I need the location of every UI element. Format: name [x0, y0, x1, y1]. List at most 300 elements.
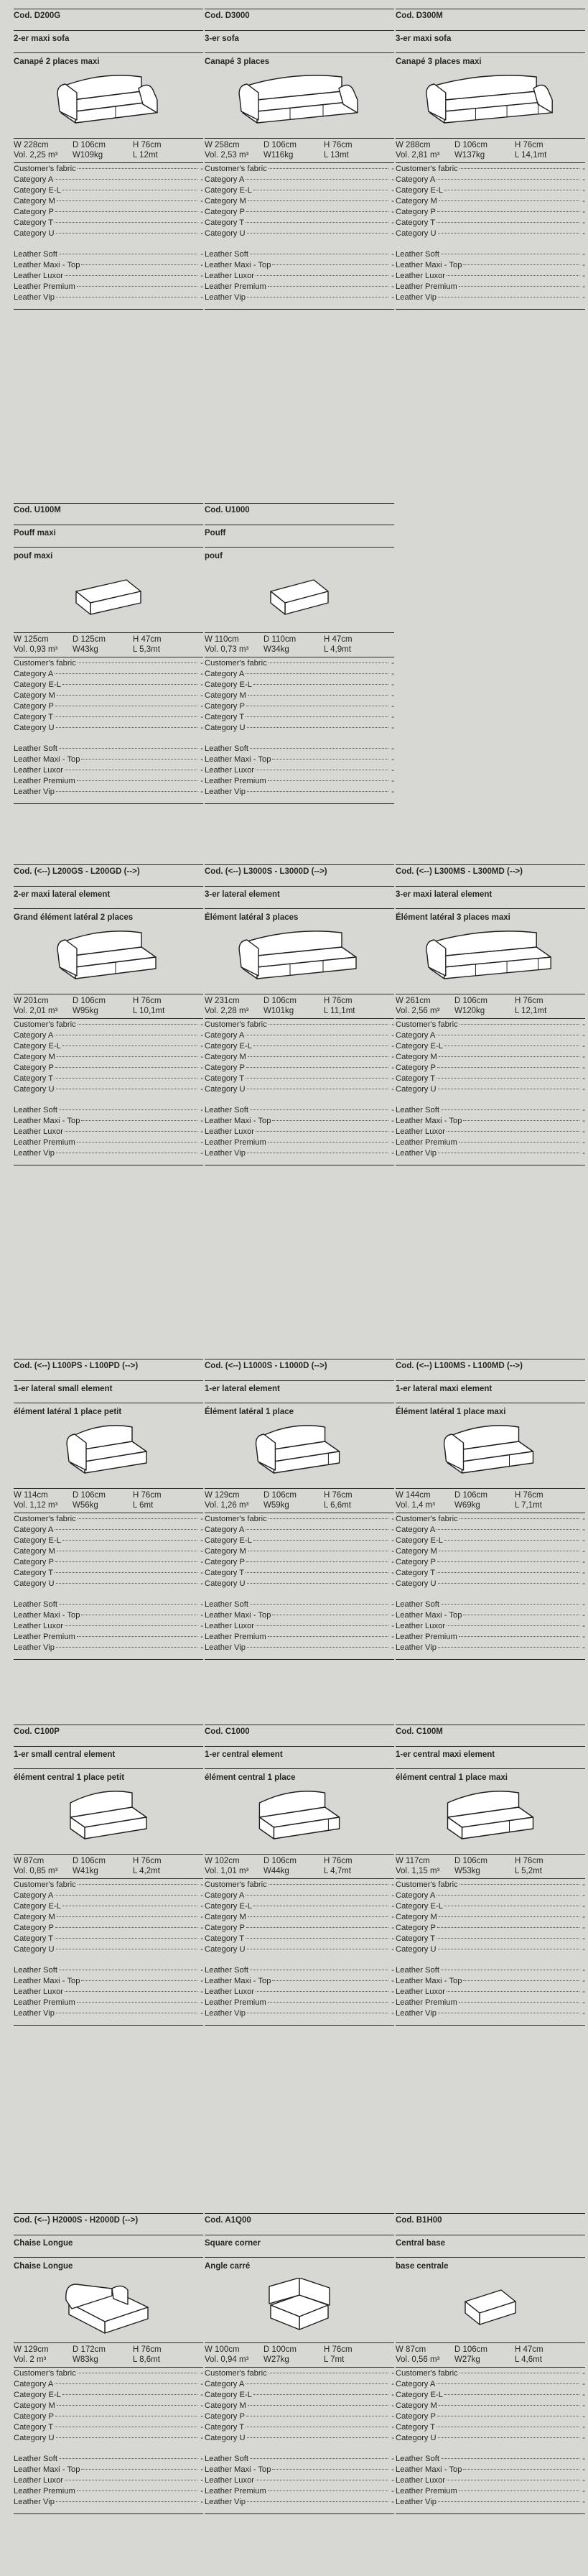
weight-value: W95kg — [73, 1007, 98, 1015]
fabric-label: Category E-L — [205, 680, 252, 689]
leather-row — [205, 1610, 394, 1621]
dimensions — [14, 632, 203, 655]
price-value: - — [391, 1138, 394, 1147]
product-code: Cod. B1H00 — [396, 2214, 585, 2235]
fabric-label: Category U — [396, 229, 437, 238]
product-code: Cod. (<--) H2000S - H2000D (-->) — [14, 2214, 203, 2235]
leather-label: Leather Soft — [205, 744, 248, 753]
product-card — [14, 2213, 203, 2514]
leather-row — [396, 1599, 585, 1610]
product-code: Cod. C1000 — [205, 1725, 394, 1747]
fabric-label: Category E-L — [205, 2391, 252, 2399]
leather-row — [205, 282, 394, 292]
price-value: - — [391, 1880, 394, 1889]
dot-leader — [441, 1109, 579, 1110]
depth-value: D 106cm — [454, 2345, 488, 2354]
weight-value: W41kg — [73, 1867, 98, 1875]
price-value: - — [200, 1891, 203, 1900]
dot-leader — [59, 748, 197, 749]
price-value: - — [582, 1106, 585, 1114]
price-value: - — [391, 2391, 394, 2399]
fabric-label: Category M — [396, 197, 437, 206]
leather-row — [14, 1643, 203, 1653]
leather-row — [205, 2465, 394, 2475]
fabric-row — [396, 196, 585, 207]
fabric-row — [14, 207, 203, 218]
fabric-label: Category A — [396, 1525, 436, 1534]
dot-leader — [246, 2383, 388, 2384]
product-name-fr: Angle carré — [205, 2262, 251, 2271]
bottom-rule — [14, 2513, 203, 2514]
leather-label: Leather Vip — [396, 2498, 437, 2506]
leather-row — [205, 1998, 394, 2008]
fabric-row — [14, 1880, 203, 1891]
price-value: - — [200, 1053, 203, 1061]
leather-row — [14, 2475, 203, 2486]
fabric-price-list — [205, 1018, 394, 1095]
fabric-label: Customer's fabric — [205, 1020, 267, 1029]
leather-price-list — [396, 249, 585, 303]
leather-label: Leather Soft — [396, 1966, 439, 1975]
fabric-row — [14, 2433, 203, 2444]
dot-leader — [65, 1625, 197, 1626]
fabric-label: Category A — [205, 2380, 245, 2388]
price-value: - — [582, 1633, 585, 1641]
leather-label: Leather Maxi - Top — [14, 261, 80, 269]
leather-row — [205, 1137, 394, 1148]
price-value: - — [391, 766, 394, 775]
leather-row — [14, 1621, 203, 1632]
central-1-maxi-icon — [441, 1786, 541, 1850]
leather-row — [205, 2454, 394, 2465]
price-value: - — [582, 2009, 585, 2018]
dot-leader — [57, 1916, 197, 1917]
leather-row — [14, 2486, 203, 2497]
fabric-row — [14, 1514, 203, 1525]
dot-leader — [247, 1583, 388, 1584]
fabric-label: Customer's fabric — [396, 165, 458, 173]
dot-leader — [65, 1131, 197, 1132]
price-value: - — [200, 2391, 203, 2399]
dot-leader — [463, 2469, 579, 2470]
fabric-price-list — [205, 657, 394, 734]
price-value: - — [200, 1063, 203, 1072]
lateral-1-icon — [252, 1420, 346, 1485]
central-1-small-icon — [63, 1786, 154, 1850]
price-value: - — [200, 1622, 203, 1630]
weight-value: W56kg — [73, 1501, 98, 1510]
fabric-row — [205, 1579, 394, 1589]
dot-leader — [246, 1895, 388, 1896]
dot-leader — [55, 1561, 197, 1562]
fabric-label: Category T — [205, 1569, 245, 1577]
volume-value: Vol. 1,4 m³ — [396, 1501, 435, 1510]
dot-leader — [81, 759, 197, 760]
fabric-label: Category T — [14, 2423, 54, 2432]
fabric-label: Customer's fabric — [396, 1880, 458, 1889]
depth-value: D 125cm — [73, 635, 106, 644]
fabric-row — [14, 723, 203, 734]
length-value: L 4,2mt — [133, 1867, 160, 1875]
bottom-rule — [205, 2513, 394, 2514]
dot-leader — [438, 233, 579, 234]
fabric-label: Category E-L — [396, 186, 443, 195]
leather-row — [14, 260, 203, 271]
dot-leader — [56, 2501, 197, 2502]
leather-label: Leather Maxi - Top — [205, 1611, 271, 1620]
price-value: - — [200, 1536, 203, 1545]
price-value: - — [200, 1579, 203, 1588]
leather-label: Leather Maxi - Top — [396, 261, 462, 269]
price-value: - — [200, 2380, 203, 2388]
leather-row — [205, 787, 394, 798]
fabric-label: Category M — [205, 197, 246, 206]
product-card — [205, 9, 394, 310]
fabric-label: Category T — [14, 1569, 54, 1577]
fabric-label: Category T — [14, 218, 54, 227]
price-value: - — [200, 1558, 203, 1566]
dot-leader — [59, 1604, 197, 1605]
lateral-2-icon — [54, 925, 163, 990]
sofa-3-icon — [235, 70, 363, 134]
fabric-row — [205, 1052, 394, 1063]
product-illustration — [205, 1782, 394, 1854]
bottom-rule — [396, 309, 585, 310]
dot-leader — [447, 1625, 579, 1626]
price-value: - — [391, 186, 394, 195]
dimensions — [205, 994, 394, 1016]
leather-row — [14, 249, 203, 260]
leather-row — [205, 1105, 394, 1116]
product-code: Cod. (<--) L300MS - L300MD (-->) — [396, 865, 585, 887]
fabric-label: Category E-L — [396, 1536, 443, 1545]
price-value: - — [582, 1149, 585, 1158]
fabric-row — [205, 218, 394, 228]
bottom-rule — [14, 1659, 203, 1660]
dot-leader — [65, 275, 197, 276]
dimensions — [396, 1488, 585, 1510]
dimensions — [14, 138, 203, 160]
product-code: Cod. U1000 — [205, 504, 394, 525]
leather-label: Leather Luxor — [205, 1988, 255, 1996]
fabric-row — [205, 175, 394, 185]
price-value: - — [200, 1149, 203, 1158]
dot-leader — [78, 1884, 197, 1885]
price-value: - — [391, 659, 394, 668]
price-value: - — [391, 250, 394, 259]
leather-label: Leather Soft — [205, 250, 248, 259]
fabric-label: Category T — [205, 713, 245, 721]
fabric-row — [205, 691, 394, 701]
leather-row — [14, 776, 203, 787]
product-card — [205, 864, 394, 1165]
leather-row — [205, 1976, 394, 1987]
price-value: - — [200, 1611, 203, 1620]
volume-value: Vol. 0,94 m³ — [205, 2355, 249, 2364]
dot-leader — [437, 1529, 579, 1530]
product-illustration — [396, 66, 585, 138]
depth-value: D 106cm — [454, 1857, 488, 1865]
fabric-label: Category M — [14, 1053, 55, 1061]
dot-leader — [247, 727, 388, 728]
volume-value: Vol. 1,15 m³ — [396, 1867, 440, 1875]
product-card — [396, 864, 585, 1165]
leather-label: Leather Premium — [396, 1633, 457, 1641]
dot-leader — [438, 1647, 579, 1648]
product-name-en: 1-er central maxi element — [396, 1747, 585, 1769]
fabric-label: Category U — [14, 1085, 55, 1094]
price-value: - — [582, 1643, 585, 1652]
fabric-label: Category A — [14, 1525, 54, 1534]
product-name-en: 1-er lateral maxi element — [396, 1381, 585, 1403]
dot-leader — [59, 1109, 197, 1110]
leather-row — [205, 2475, 394, 2486]
sofa-2-icon — [54, 70, 163, 134]
leather-price-list — [14, 744, 203, 798]
leather-row — [396, 2465, 585, 2475]
leather-row — [396, 2497, 585, 2508]
dot-leader — [437, 1938, 579, 1939]
price-value: - — [391, 1977, 394, 1985]
depth-value: D 172cm — [73, 2345, 106, 2354]
leather-row — [14, 2008, 203, 2019]
leather-label: Leather Maxi - Top — [14, 1117, 80, 1125]
fabric-row — [14, 658, 203, 669]
leather-row — [396, 2486, 585, 2497]
price-value: - — [582, 2434, 585, 2442]
leather-label: Leather Vip — [14, 1149, 55, 1158]
leather-row — [396, 1148, 585, 1159]
dot-leader — [459, 1024, 579, 1025]
fabric-price-list — [396, 1018, 585, 1095]
fabric-label: Category E-L — [205, 1042, 252, 1051]
dimensions — [205, 1488, 394, 1510]
price-value: - — [391, 1106, 394, 1114]
fabric-price-list — [205, 1513, 394, 1589]
volume-value: Vol. 1,12 m³ — [14, 1501, 58, 1510]
price-value: - — [391, 713, 394, 721]
dot-leader — [62, 1045, 197, 1046]
leather-label: Leather Soft — [396, 1106, 439, 1114]
leather-label: Leather Soft — [205, 1966, 248, 1975]
product-code: Cod. U100M — [14, 504, 203, 525]
price-value: - — [582, 2380, 585, 2388]
volume-value: Vol. 0,93 m³ — [14, 645, 58, 654]
dot-leader — [247, 1647, 388, 1648]
product-code: Cod. (<--) L100PS - L100PD (-->) — [14, 1359, 203, 1381]
fabric-price-list — [396, 1513, 585, 1589]
price-value: - — [391, 2401, 394, 2410]
fabric-row — [14, 1063, 203, 1074]
dot-leader — [56, 233, 197, 234]
leather-label: Leather Luxor — [14, 272, 64, 280]
fabric-label: Category M — [14, 197, 55, 206]
volume-value: Vol. 0,73 m³ — [205, 645, 249, 654]
fabric-label: Category U — [14, 1579, 55, 1588]
product-name-fr: élément central 1 place maxi — [396, 1773, 508, 1782]
leather-row — [396, 1621, 585, 1632]
leather-row — [205, 271, 394, 282]
product-code: Cod. D300M — [396, 9, 585, 31]
product-name-en: Central base — [396, 2235, 585, 2258]
bottom-rule — [14, 803, 203, 804]
leather-row — [205, 776, 394, 787]
price-value: - — [200, 272, 203, 280]
volume-value: Vol. 0,85 m³ — [14, 1867, 58, 1875]
dot-leader — [463, 1980, 579, 1981]
dot-leader — [269, 1024, 388, 1025]
fabric-row — [396, 1568, 585, 1579]
leather-row — [14, 282, 203, 292]
product-name-en: 1-er lateral element — [205, 1381, 394, 1403]
dot-leader — [250, 1109, 388, 1110]
leather-label: Leather Premium — [396, 2487, 457, 2496]
price-value: - — [582, 1515, 585, 1523]
price-value: - — [582, 1902, 585, 1911]
product-illustration — [14, 1782, 203, 1854]
width-value: W 125cm — [14, 635, 49, 644]
dot-leader — [272, 1120, 388, 1121]
leather-row — [396, 1105, 585, 1116]
fabric-label: Category U — [14, 229, 55, 238]
chaise-longue-icon — [62, 2274, 155, 2339]
fabric-label: Category M — [14, 1547, 55, 1556]
fabric-row — [396, 2411, 585, 2422]
price-value: - — [200, 2476, 203, 2485]
dot-leader — [441, 2458, 579, 2459]
fabric-row — [14, 2422, 203, 2433]
price-value: - — [391, 165, 394, 173]
volume-value: Vol. 2 m³ — [14, 2355, 47, 2364]
fabric-row — [14, 2401, 203, 2411]
volume-value: Vol. 2,56 m³ — [396, 1007, 440, 1015]
price-value: - — [391, 197, 394, 206]
height-value: H 76cm — [515, 141, 543, 149]
leather-row — [14, 1599, 203, 1610]
price-value: - — [200, 165, 203, 173]
fabric-row — [14, 1546, 203, 1557]
product-name-fr: Canapé 2 places maxi — [14, 57, 100, 66]
dot-leader — [437, 1927, 579, 1928]
product-name-en: 3-er maxi sofa — [396, 31, 585, 53]
fabric-row — [396, 2422, 585, 2433]
fabric-row — [14, 1579, 203, 1589]
fabric-row — [14, 680, 203, 691]
price-value: - — [391, 1515, 394, 1523]
price-value: - — [200, 1525, 203, 1534]
dot-leader — [56, 1583, 197, 1584]
price-value: - — [391, 2009, 394, 2018]
height-value: H 76cm — [133, 997, 162, 1005]
price-value: - — [200, 2487, 203, 2496]
product-card — [14, 9, 203, 310]
sofa-3-maxi-icon — [423, 70, 558, 134]
dot-leader — [437, 222, 579, 223]
price-value: - — [391, 1600, 394, 1609]
fabric-row — [14, 1891, 203, 1901]
length-value: L 12mt — [133, 151, 158, 160]
price-value: - — [582, 1611, 585, 1620]
dot-leader — [247, 791, 388, 792]
width-value: W 100cm — [205, 2345, 240, 2354]
dot-leader — [256, 275, 388, 276]
price-value: - — [391, 1127, 394, 1136]
fabric-row — [205, 1891, 394, 1901]
product-name-fr: Grand élément latéral 2 places — [14, 913, 134, 922]
fabric-label: Category P — [396, 2412, 436, 2421]
fabric-row — [14, 1041, 203, 1052]
product-card — [14, 1359, 203, 1660]
product-card — [205, 503, 394, 804]
fabric-row — [205, 701, 394, 712]
leather-price-list — [14, 249, 203, 303]
leather-label: Leather Luxor — [14, 766, 64, 775]
price-value: - — [391, 1569, 394, 1577]
dot-leader — [272, 2469, 388, 2470]
leather-price-list — [14, 1599, 203, 1653]
dot-leader — [437, 1078, 579, 1079]
dimensions — [396, 1854, 585, 1876]
leather-row — [205, 1965, 394, 1976]
dot-leader — [55, 179, 197, 180]
fabric-row — [14, 1557, 203, 1568]
dimensions — [205, 2342, 394, 2365]
fabric-row — [396, 164, 585, 175]
price-value: - — [200, 1117, 203, 1125]
dot-leader — [246, 1927, 388, 1928]
price-value: - — [200, 175, 203, 184]
leather-row — [396, 271, 585, 282]
price-value: - — [391, 1558, 394, 1566]
dot-leader — [57, 1056, 197, 1057]
dot-leader — [438, 1583, 579, 1584]
leather-label: Leather Vip — [14, 293, 55, 302]
product-code: Cod. D3000 — [205, 9, 394, 31]
fabric-row — [205, 1074, 394, 1084]
dot-leader — [59, 2458, 197, 2459]
dot-leader — [65, 1991, 197, 1992]
width-value: W 129cm — [14, 2345, 49, 2354]
price-value: - — [200, 208, 203, 216]
dot-leader — [55, 1895, 197, 1896]
fabric-label: Category A — [205, 1525, 245, 1534]
fabric-row — [205, 2390, 394, 2401]
fabric-label: Category P — [205, 1558, 245, 1566]
height-value: H 76cm — [324, 1857, 353, 1865]
fabric-row — [14, 1923, 203, 1934]
lateral-1-maxi-icon — [441, 1420, 541, 1485]
fabric-row — [14, 701, 203, 712]
fabric-label: Category T — [205, 1934, 245, 1943]
fabric-label: Customer's fabric — [205, 659, 267, 668]
dot-leader — [246, 1529, 388, 1530]
leather-label: Leather Maxi - Top — [205, 755, 271, 764]
weight-value: W53kg — [454, 1867, 480, 1875]
product-card — [396, 2213, 585, 2514]
price-value: - — [200, 2465, 203, 2474]
price-value: - — [391, 175, 394, 184]
dot-leader — [272, 759, 388, 760]
price-value: - — [582, 250, 585, 259]
depth-value: D 110cm — [263, 635, 297, 644]
fabric-label: Category T — [396, 1569, 436, 1577]
dot-leader — [437, 1067, 579, 1068]
price-value: - — [391, 1945, 394, 1954]
dot-leader — [81, 1120, 197, 1121]
price-value: - — [391, 2476, 394, 2485]
fabric-row — [14, 1912, 203, 1923]
price-value: - — [582, 175, 585, 184]
